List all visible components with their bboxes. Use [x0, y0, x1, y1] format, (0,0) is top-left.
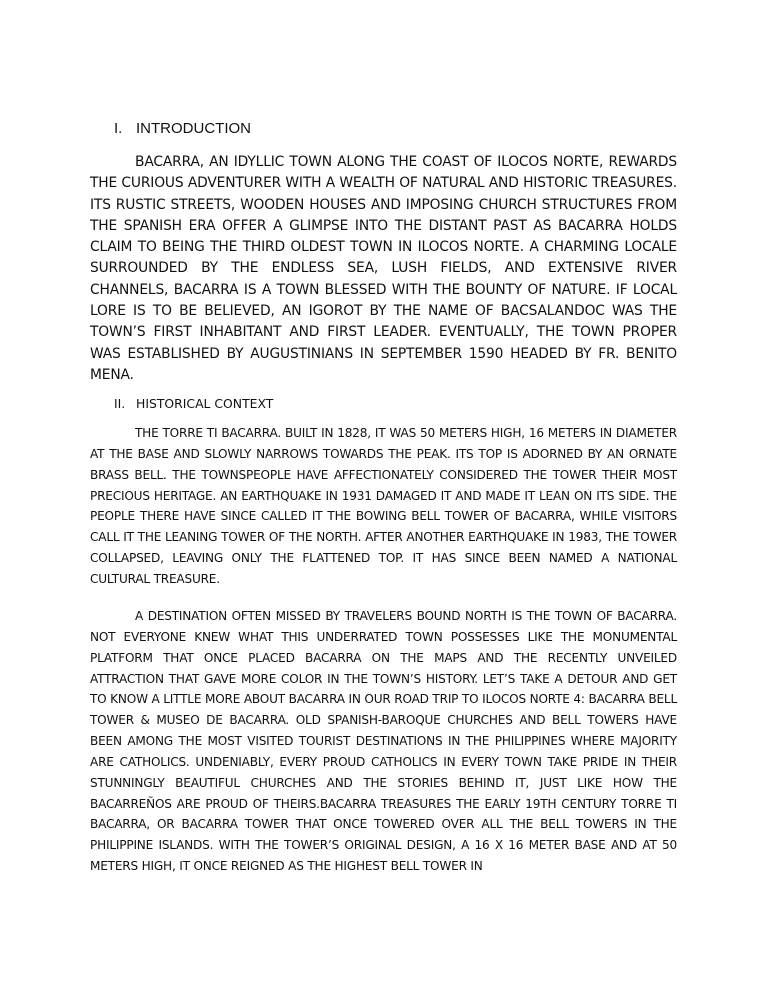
- section-title: INTRODUCTION: [136, 120, 251, 137]
- introduction-paragraph: BACARRA, AN IDYLLIC TOWN ALONG THE COAST OF ILOCOS NORTE, REWARDS THE CURIOUS ADVENTURER WITH A WEALTH OF NATURAL AND HISTORIC TREASURES. ITS RUSTIC STREETS, WOODEN HOUSES AND IMPOSING CHURCH STRUCTURES FROM THE SPANISH ERA OFFER A GLIMPSE INTO THE DISTANT PAST AS BACARRA HOLDS CLAIM TO BEING THE THIRD OLDEST TOWN IN ILOCOS NORTE. A CHARMING LOCALE SURROUNDED BY THE ENDLESS SEA, LUSH FIELDS, AND EXTENSIVE RIVER CHANNELS, BACARRA IS A TOWN BLESSED WITH THE BOUNTY OF NATURE. IF LOCAL LORE IS TO BE BELIEVED, AN IGOROT BY THE NAME OF BACSALANDOC WAS THE TOWN’S FIRST INHABITANT AND FIRST LEADER. EVENTUALLY, THE TOWN PROPER WAS ESTABLISHED BY AUGUSTINIANS IN SEPTEMBER 1590 HEADED BY FR. BENITO MENA.: [90, 154, 677, 383]
- section-number: II.: [114, 396, 126, 411]
- section-heading-introduction: [114, 120, 251, 137]
- historical-paragraph-2: A DESTINATION OFTEN MISSED BY TRAVELERS BOUND NORTH IS THE TOWN OF BACARRA. NOT EVERYONE KNEW WHAT THIS UNDERRATED TOWN POSSESSES LIKE THE MONUMENTAL PLATFORM THAT ONCE PLACED BACARRA ON THE MAPS AND THE RECENTLY UNVEILED ATTRACTION THAT GAVE MORE COLOR IN THE TOWN’S HISTORY. LET’S TAKE A DETOUR AND GET TO KNOW A LITTLE MORE ABOUT BACARRA IN OUR ROAD TRIP TO ILOCOS NORTE 4: BACARRA BELL TOWER & MUSEO DE BACARRA. OLD SPANISH-BAROQUE CHURCHES AND BELL TOWERS HAVE BEEN AMONG THE MOST VISITED TOURIST DESTINATIONS IN THE PHILIPPINES WHERE MAJORITY ARE CATHOLICS. UNDENIABLY, EVERY PROUD CATHOLICS IN EVERY TOWN TAKE PRIDE IN THEIR STUNNINGLY BEAUTIFUL CHURCHES AND THE STORIES BEHIND IT, JUST LIKE HOW THE BACARREÑOS ARE PROUD OF THEIRS.BACARRA TREASURES THE EARLY 19TH CENTURY TORRE TI BACARRA, OR BACARRA TOWER THAT ONCE TOWERED OVER ALL THE BELL TOWERS IN THE PHILIPPINE ISLANDS. WITH THE TOWER’S ORIGINAL DESIGN, A 16 X 16 METER BASE AND AT 50 METERS HIGH, IT ONCE REIGNED AS THE HIGHEST BELL TOWER IN: [90, 609, 677, 874]
- historical-paragraph-1: THE TORRE TI BACARRA. BUILT IN 1828, IT WAS 50 METERS HIGH, 16 METERS IN DIAMETER AT THE BASE AND SLOWLY NARROWS TOWARDS THE PEAK. ITS TOP IS ADORNED BY AN ORNATE BRASS BELL. THE TOWNSPEOPLE HAVE AFFECTIONATELY CONSIDERED THE TOWER THEIR MOST PRECIOUS HERITAGE. AN EARTHQUAKE IN 1931 DAMAGED IT AND MADE IT LEAN ON ITS SIDE. THE PEOPLE THERE HAVE SINCE CALLED IT THE BOWING BELL TOWER OF BACARRA, WHILE VISITORS CALL IT THE LEANING TOWER OF THE NORTH. AFTER ANOTHER EARTHQUAKE IN 1983, THE TOWER COLLAPSED, LEAVING ONLY THE FLATTENED TOP. IT HAS SINCE BEEN NAMED A NATIONAL CULTURAL TREASURE.: [90, 426, 677, 586]
- section-number: I.: [114, 120, 123, 137]
- section-title: HISTORICAL CONTEXT: [136, 396, 274, 411]
- section-heading-historical-context: [114, 396, 273, 411]
